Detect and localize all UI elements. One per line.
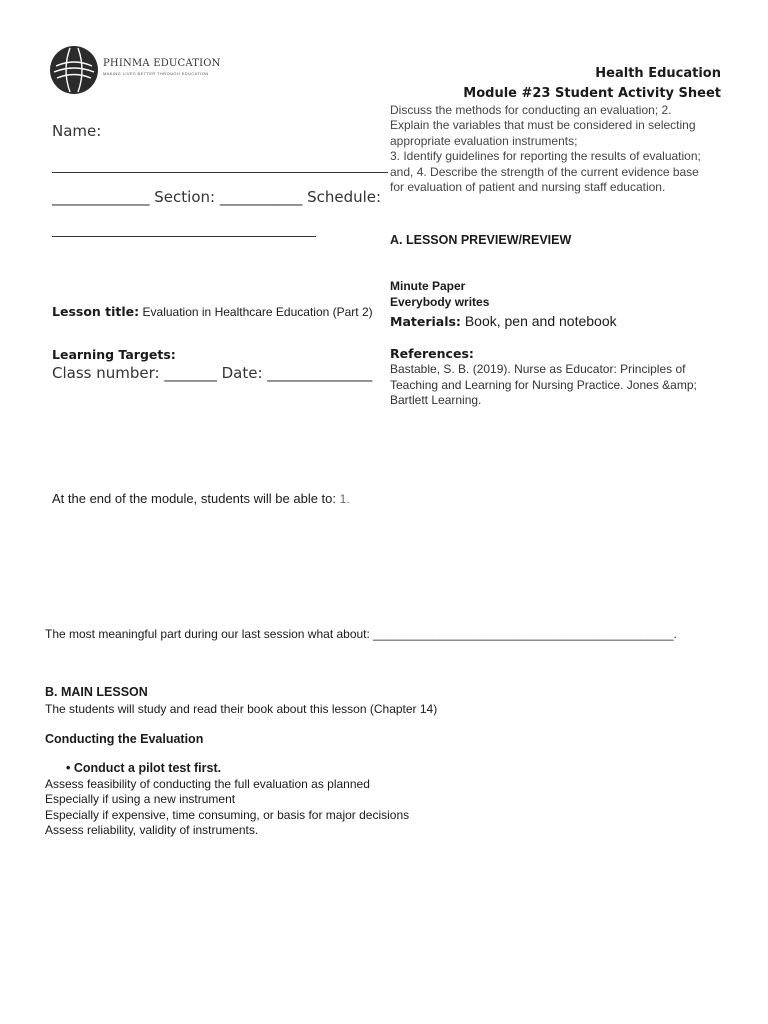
outcome-number: 1. [339, 492, 350, 506]
objective-line: and, 4. Describe the strength of the current evidence base [390, 164, 699, 179]
lesson-title-label: Lesson title: [52, 304, 140, 319]
lesson-preview-heading: A. LESSON PREVIEW/REVIEW [390, 233, 572, 247]
objective-line: 3. Identify guidelines for reporting the results of evaluation; [390, 149, 701, 164]
outcome-text: At the end of the module, students will be able to: [52, 491, 337, 506]
learning-targets-label: Learning Targets: [52, 347, 176, 362]
materials-label: Materials: [390, 314, 461, 329]
globe-logo-icon [48, 44, 100, 96]
objective-line: for evaluation of patient and nursing staff education. [390, 180, 666, 195]
conducting-evaluation-heading: Conducting the Evaluation [45, 732, 204, 746]
main-lesson-heading: B. MAIN LESSON [45, 685, 148, 699]
subject-title: Health Education [595, 66, 721, 81]
objective-line: Explain the variables that must be considered in selecting [390, 118, 696, 133]
schedule-underline[interactable] [52, 236, 316, 237]
module-title: Module #23 Student Activity Sheet [463, 86, 721, 101]
logo-tagline: MAKING LIVES BETTER THROUGH EDUCATION [103, 71, 209, 76]
detail-line: Assess reliability, validity of instruments. [45, 823, 259, 838]
reference-text: Bastable, S. B. (2019). Nurse as Educator: Principles of Teaching and Learning for Nursing Practice. Jones &amp; Bartlett Learning. [390, 362, 697, 408]
learning-outcome-intro [52, 491, 350, 506]
materials [390, 313, 617, 329]
preview-activities [390, 278, 489, 310]
lesson-title [52, 304, 387, 320]
pilot-test-details [45, 777, 409, 839]
detail-line: Especially if expensive, time consuming, or basis for major decisions [45, 807, 410, 822]
bullet-icon: • [66, 761, 71, 775]
phinma-logo [48, 44, 221, 96]
logo-brand-text: PHINMA EDUCATION [103, 58, 221, 69]
detail-line: Assess feasibility of conducting the full evaluation as planned [45, 777, 370, 791]
materials-value: Book, pen and notebook [464, 313, 617, 329]
class-number-date-line[interactable]: Class number: _______ Date: ______________ [52, 364, 373, 382]
name-underline[interactable] [52, 172, 388, 173]
objective-line: appropriate evaluation instruments; [390, 133, 578, 148]
activity-minute-paper: Minute Paper [390, 279, 466, 293]
lesson-title-value: Evaluation in Healthcare Education (Part 2) [142, 305, 373, 319]
section-schedule-line[interactable]: _____________ Section: ___________ Schedule: [52, 188, 382, 206]
pilot-test-bullet [66, 761, 221, 775]
bullet-text: Conduct a pilot test first. [73, 761, 222, 775]
name-label: Name: [52, 122, 102, 140]
objectives-text [390, 103, 730, 195]
main-lesson-intro: The students will study and read their book about this lesson (Chapter 14) [45, 702, 438, 716]
detail-line: Especially if using a new instrument [45, 792, 236, 807]
activity-everybody-writes: Everybody writes [390, 295, 490, 309]
objective-line: Discuss the methods for conducting an evaluation; 2. [390, 103, 672, 117]
meaningful-part-prompt[interactable]: The most meaningful part during our last session what about: _____________________________________________. [45, 627, 677, 641]
references-label: References: [390, 346, 474, 361]
